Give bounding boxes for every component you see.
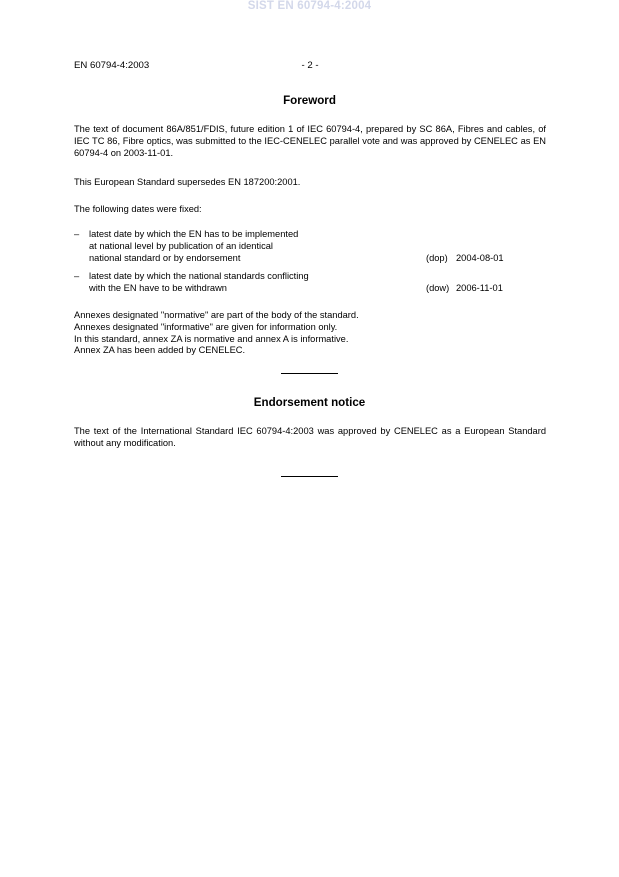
endorsement-title: Endorsement notice xyxy=(253,396,366,409)
annex-notes xyxy=(74,310,546,357)
date-value: 2006-11-01 xyxy=(456,282,503,293)
annex-line: In this standard, annex ZA is normative and annex A is informative. xyxy=(74,333,349,344)
date-item-dow xyxy=(74,271,546,295)
date-value: 2004-08-01 xyxy=(456,252,504,263)
annex-line: Annexes designated "informative" are given for information only. xyxy=(74,321,338,332)
foreword-paragraph-3: The following dates were fixed: xyxy=(74,204,202,214)
date-item-line: latest date by which the national standards conflicting xyxy=(89,271,309,281)
section-divider xyxy=(281,373,338,374)
list-dash: – xyxy=(74,271,80,281)
watermark: SIST EN 60794-4:2004 xyxy=(247,0,372,12)
date-code: (dow) xyxy=(426,282,450,293)
endorsement-paragraph: The text of the International Standard IEC 60794-4:2003 was approved by CENELEC as a European Standard without any modification. xyxy=(74,426,546,448)
list-dash: – xyxy=(74,229,80,239)
annex-line: Annexes designated "normative" are part of the body of the standard. xyxy=(74,310,359,320)
foreword-paragraph-1: The text of document 86A/851/FDIS, future edition 1 of IEC 60794-4, prepared by SC 86A, Fibres and cables, of IEC TC 86, Fibre optics, was submitted to the IEC-CENELEC parallel vote and was approved by CENELEC as EN 60794-4 on 2003-11-01. xyxy=(74,124,546,158)
date-item-line: latest date by which the EN has to be implemented xyxy=(89,229,299,239)
date-item-line: national standard or by endorsement xyxy=(89,252,241,263)
document-id: EN 60794-4:2003 xyxy=(74,60,150,71)
date-item-text xyxy=(89,271,389,295)
date-item-text xyxy=(89,229,389,264)
annex-line: Annex ZA has been added by CENELEC. xyxy=(74,345,246,356)
section-divider xyxy=(281,476,338,477)
foreword-paragraph-2: This European Standard supersedes EN 187200:2001. xyxy=(74,177,301,187)
date-item-line: with the EN have to be withdrawn xyxy=(89,282,227,293)
foreword-title: Foreword xyxy=(283,94,336,107)
date-item-line: at national level by publication of an identical xyxy=(89,240,273,251)
date-item-dop xyxy=(74,229,546,265)
date-code: (dop) xyxy=(426,252,448,263)
page-number: - 2 - xyxy=(301,60,319,71)
